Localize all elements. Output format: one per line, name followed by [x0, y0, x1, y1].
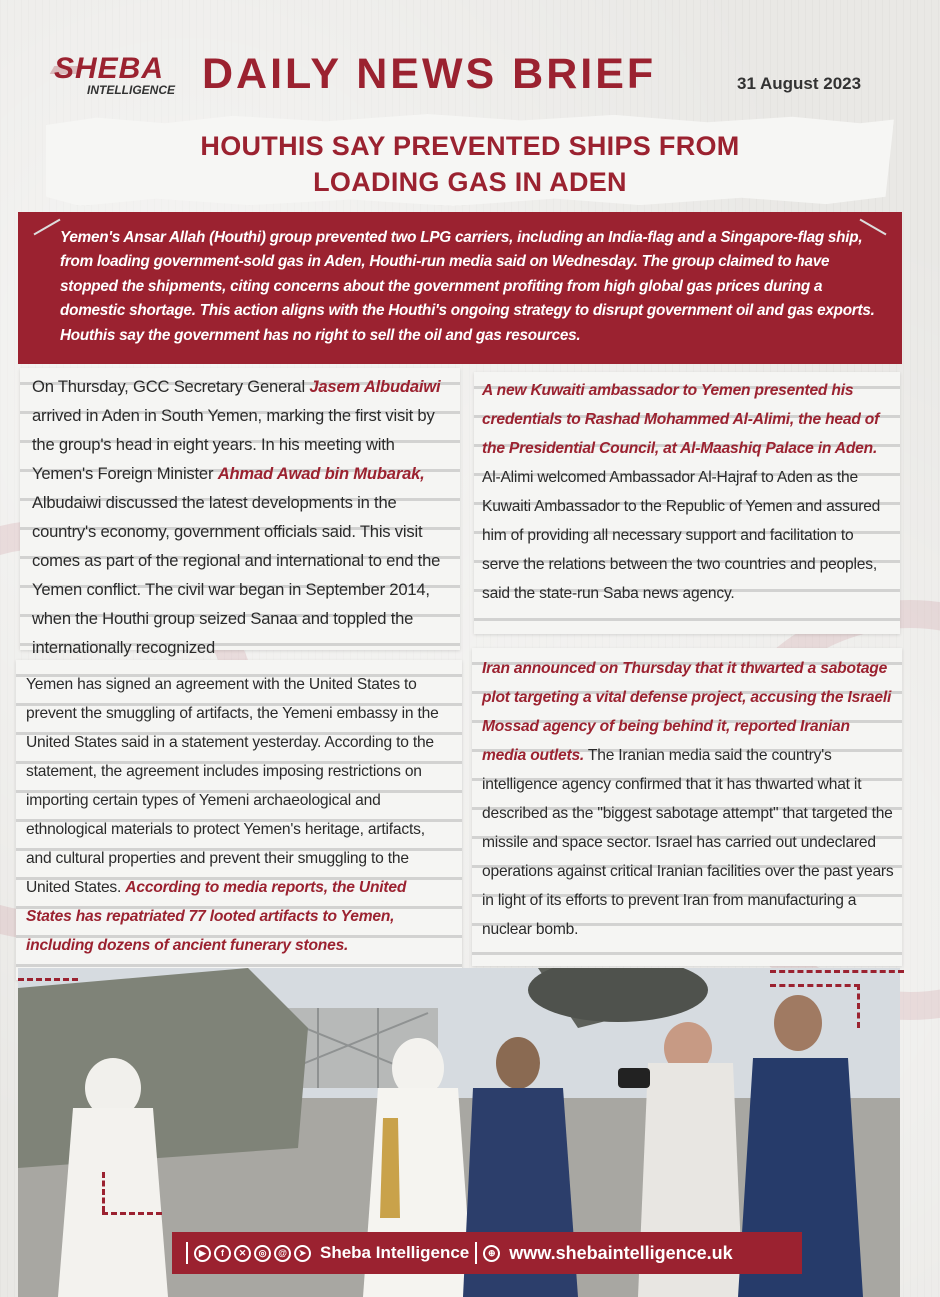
- story-gcc-text-2: arrived in Aden in South Yemen, marking the first visit by the group's head in eight years. In his meeting with Yemen's Foreign Minister: [32, 406, 435, 483]
- frame-corner-dashed: [770, 984, 860, 987]
- headline-line-1: HOUTHIS SAY PREVENTED SHIPS FROM: [200, 131, 740, 161]
- highlight-name-bin-mubarak: Ahmad Awad bin Mubarak,: [217, 464, 425, 483]
- story-kuwait-highlight: A new Kuwaiti ambassador to Yemen presented his credentials to Rashad Mohammed Al-Alimi, the head of the Presidential Council, at Al-Maashiq Palace in Aden.: [482, 382, 880, 457]
- story-kuwait-body: Al-Alimi welcomed Ambassador Al-Hajraf to Aden as the Kuwaiti Ambassador to the Republic of Yemen and assured him of providing all necessary support and facilitation to serve the relations between the two countries and peoples, said the state-run Saba news agency.: [482, 469, 881, 602]
- story-gcc-text-1: On Thursday, GCC Secretary General: [32, 377, 310, 396]
- headline: [100, 128, 840, 200]
- story-iran-highlight: Iran announced on Thursday that it thwarted a sabotage plot targeting a vital defense project, accusing the Israeli Mossad agency of being behind it, reported Iranian media outlets.: [482, 660, 892, 764]
- lead-paragraph: Yemen's Ansar Allah (Houthi) group prevented two LPG carriers, including an India-flag and a Singapore-flag ship, from loading government-sold gas in Aden, Houthi-run media said on Wednesday. The group claimed to have stopped the shipments, citing concerns about the government profiting from high global gas prices during a domestic shortage. This action aligns with the Houthi's ongoing strategy to disrupt government oil and gas exports. Houthis say the government has no right to sell the oil and gas resources.: [60, 229, 875, 344]
- telegram-icon[interactable]: ➤: [294, 1245, 311, 1262]
- story-kuwait-text: [482, 376, 894, 608]
- frame-corner-dashed: [857, 984, 860, 1028]
- story-artifacts-text: [26, 670, 454, 960]
- footer-website-link[interactable]: www.shebaintelligence.uk: [509, 1242, 733, 1263]
- logo-swoosh: [50, 66, 85, 74]
- story-iran-body: The Iranian media said the country's intelligence agency confirmed that it has thwarted what it described as the "biggest sabotage attempt" that targeted the missile and space sector. Israel has carried out undeclared operations against critical Iranian facilities over the past years in light of its efforts to prevent Iran from manufacturing a nuclear bomb.: [482, 747, 894, 938]
- story-iran-text: [482, 654, 896, 944]
- masthead-title: DAILY NEWS BRIEF: [202, 50, 657, 98]
- globe-icon: ⊕: [483, 1245, 500, 1262]
- headline-line-2: LOADING GAS IN ADEN: [313, 167, 627, 197]
- issue-date: 31 August 2023: [737, 74, 862, 93]
- story-iran-panel: [472, 648, 902, 966]
- logo-sub: INTELLIGENCE: [86, 83, 175, 97]
- story-gcc-text: [32, 372, 450, 662]
- footer-bar: [172, 1232, 802, 1274]
- logo-brand: SHEBA: [54, 52, 165, 85]
- frame-corner-dashed: [18, 978, 78, 981]
- story-artifacts-body: Yemen has signed an agreement with the United States to prevent the smuggling of artifacts, the Yemeni embassy in the United States said in a statement yesterday. According to the statement, the agreement includes imposing restrictions on importing certain types of Yemeni archaeological and ethnological materials to protect Yemen's heritage, artifacts, and cultural properties and prevent their smuggling to the United States.: [26, 676, 439, 896]
- footer-brand-name: Sheba Intelligence: [320, 1243, 470, 1262]
- story-kuwait-panel: [474, 372, 900, 634]
- story-artifacts-highlight: According to media reports, the United States has repatriated 77 looted artifacts to Yemen, including dozens of ancient funerary stones.: [26, 879, 407, 954]
- threads-icon[interactable]: @: [274, 1245, 291, 1262]
- footer-divider: [475, 1242, 477, 1264]
- frame-corner-dashed: [102, 1212, 162, 1215]
- frame-corner-dashed: [102, 1172, 105, 1212]
- story-artifacts-panel: [16, 660, 462, 980]
- story-gcc-panel: [20, 368, 460, 657]
- lead-box: [18, 212, 902, 364]
- x-icon[interactable]: ✕: [234, 1245, 251, 1262]
- story-gcc-text-3: Albudaiwi discussed the latest developments in the country's economy, government officials said. This visit comes as part of the regional and international to end the Yemen conflict. The civil war began in September 2014, when the Houthi group seized Sanaa and toppled the internationally recognized: [32, 493, 441, 657]
- pin-icon: [34, 219, 61, 236]
- highlight-name-albudaiwi: Jasem Albudaiwi: [309, 377, 441, 396]
- facebook-icon[interactable]: f: [214, 1245, 231, 1262]
- instagram-icon[interactable]: ◎: [254, 1245, 271, 1262]
- frame-corner-dashed: [770, 970, 904, 973]
- sheba-logo: [54, 54, 189, 100]
- footer-divider: [186, 1242, 188, 1264]
- youtube-icon[interactable]: ▶: [194, 1245, 211, 1262]
